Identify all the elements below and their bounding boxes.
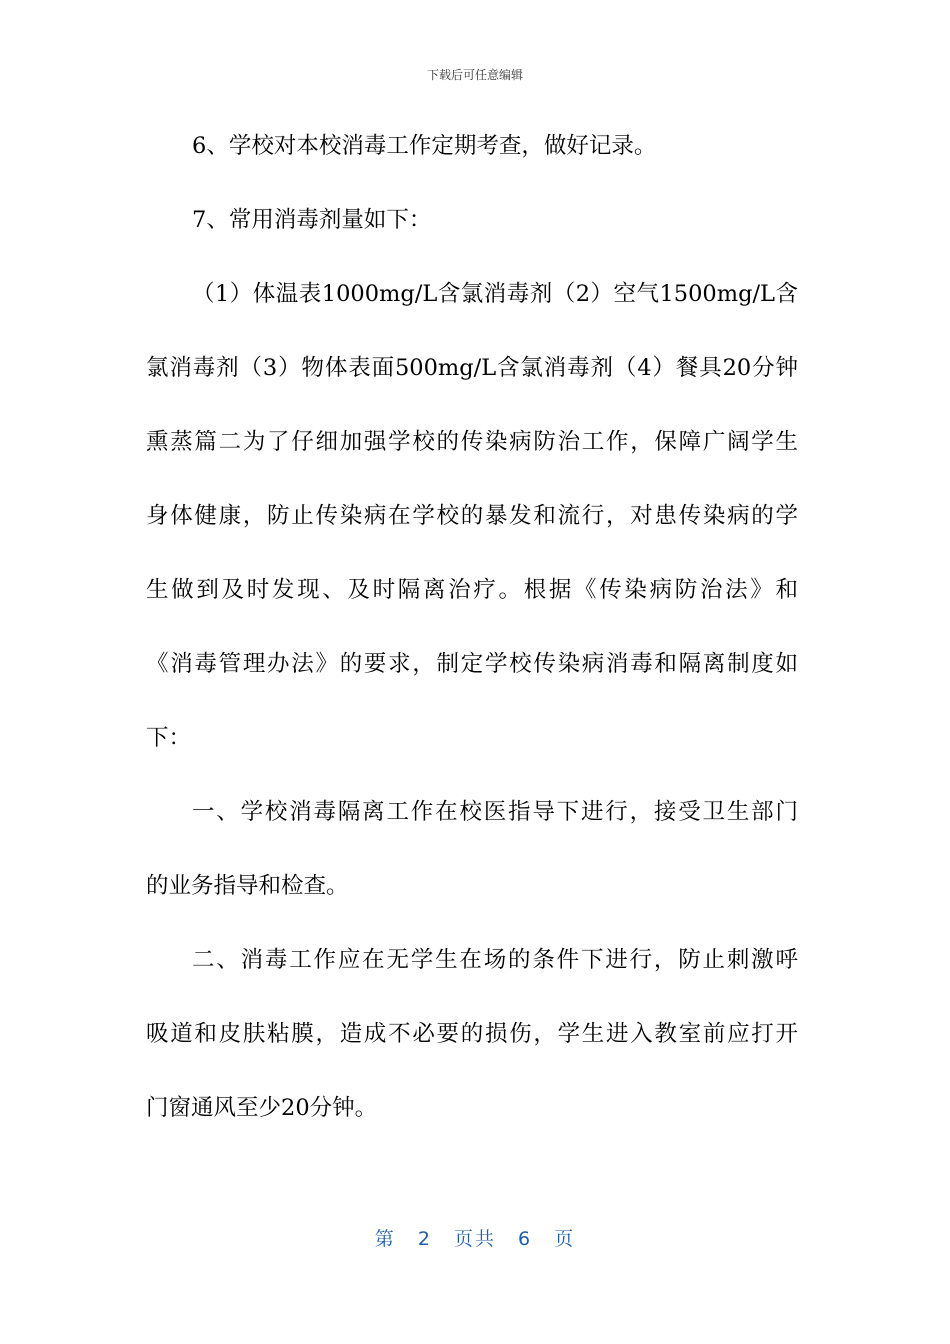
- current-page-number: 2: [417, 1228, 432, 1250]
- text-line: 门窗通风至少20分钟。: [146, 1095, 378, 1121]
- text-line: 氯消毒剂（3）物体表面500mg/L含氯消毒剂（4）餐具20分钟: [146, 355, 798, 381]
- text-line: 《消毒管理办法》的要求，制定学校传染病消毒和隔离制度如: [146, 651, 798, 677]
- footer-middle: 页共: [453, 1228, 496, 1250]
- text-line: 7、常用消毒剂量如下：: [192, 207, 432, 233]
- text-line: 一、学校消毒隔离工作在校医指导下进行，接受卫生部门: [192, 799, 798, 825]
- page-footer: [0, 1224, 950, 1251]
- header-note: 下载后可任意编辑: [426, 68, 523, 82]
- footer-suffix: 页: [554, 1228, 576, 1250]
- text-line: 吸道和皮肤粘膜，造成不必要的损伤，学生进入教室前应打开: [146, 1021, 798, 1047]
- total-page-count: 6: [518, 1228, 533, 1250]
- text-line: 6、学校对本校消毒工作定期考查，做好记录。: [192, 133, 657, 159]
- text-line: 下：: [146, 725, 192, 751]
- text-line: （1）体温表1000mg/L含氯消毒剂（2）空气1500mg/L含: [192, 281, 798, 307]
- text-line: 身体健康，防止传染病在学校的暴发和流行，对患传染病的学: [146, 503, 798, 529]
- footer-prefix: 第: [374, 1228, 396, 1250]
- text-line: 二、消毒工作应在无学生在场的条件下进行，防止刺激呼: [192, 947, 798, 973]
- document-body: [146, 118, 798, 1154]
- text-line: 生做到及时发现、及时隔离治疗。根据《传染病防治法》和: [146, 577, 798, 603]
- text-line: 熏蒸篇二为了仔细加强学校的传染病防治工作，保障广阔学生: [146, 429, 798, 455]
- text-line: 的业务指导和检查。: [146, 873, 349, 899]
